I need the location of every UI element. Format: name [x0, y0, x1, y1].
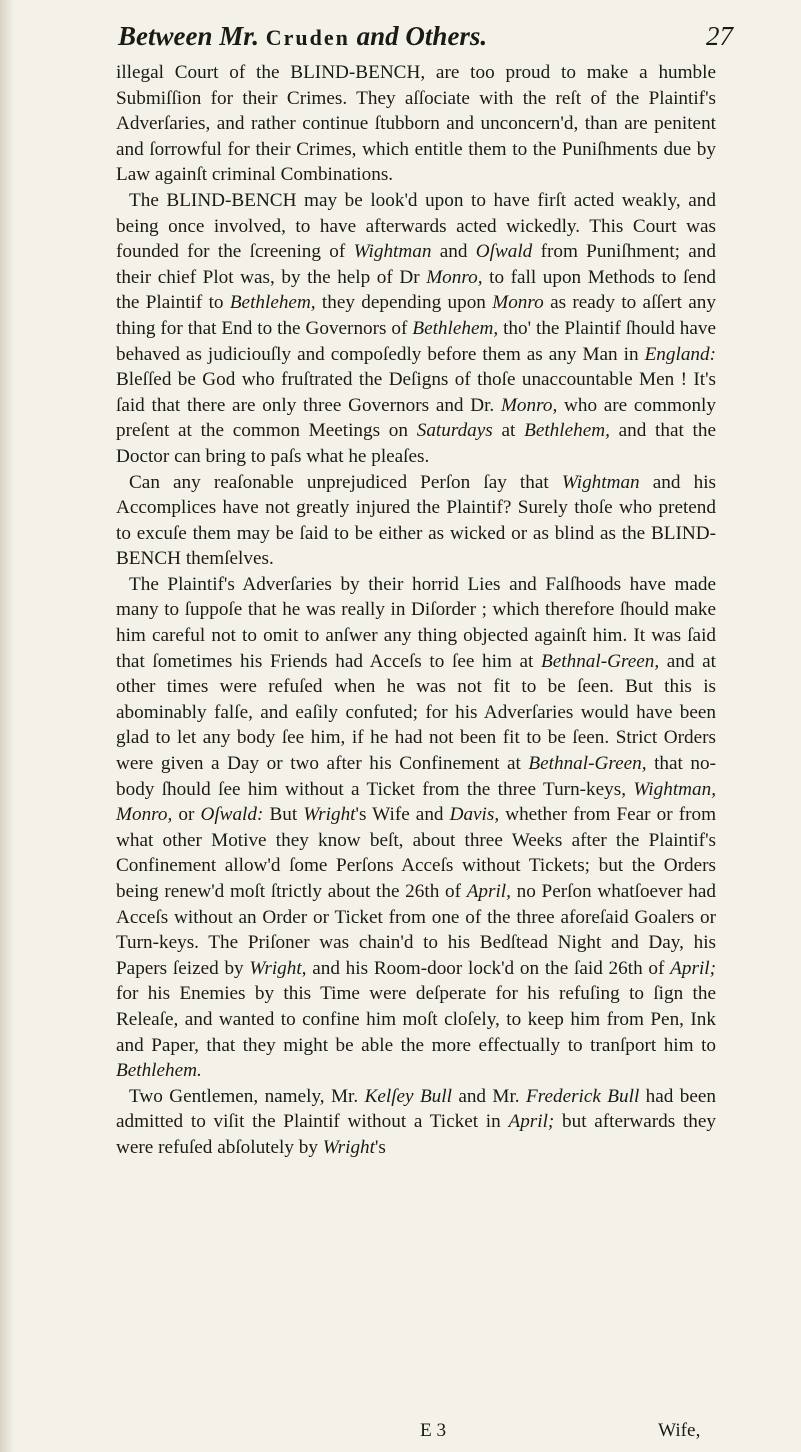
text-run: 's Wife and	[355, 804, 450, 826]
italic-text: Frederick Bull	[525, 1085, 640, 1107]
text-run: had been admitted to viſit the Plaintif without a Ticket in	[116, 1085, 716, 1133]
text-run: whether from Fear or from what other Motive they know beſt, about three Weeks after the Plaintif's Confinement allow'd ſome Perſons Acceſs without Tickets; but the Orders being renew'd moſt ſtrictly about the 26th of	[116, 804, 716, 902]
italic-text: Bethlehem,	[229, 292, 316, 314]
paragraph	[116, 470, 716, 572]
text-run: from Puniſhment; and their chief Plot was, by the help of Dr	[116, 241, 716, 288]
text-run: to fall upon Methods to ſend the Plaintif to	[116, 266, 717, 314]
signature-mark: E 3	[420, 1420, 447, 1441]
paragraph	[116, 188, 716, 470]
running-head-part: Between	[118, 21, 213, 51]
text-run: at	[492, 420, 525, 442]
italic-text: April;	[508, 1111, 555, 1133]
text-run: that no-body ſhould ſee him without a Ticket from the three Turn-keys,	[116, 753, 717, 800]
text-run: for his Enemies by this Time were deſperate for his refuſing to ſign the Releaſe, and wanted to confine him moſt cloſely, to keep him from Pen, Ink and Paper, that they might be able the more effectually to tranſport him to	[116, 983, 716, 1056]
italic-text: Saturdays	[416, 420, 493, 442]
text-run: and Mr.	[451, 1085, 526, 1107]
running-head-part: Mr.	[219, 21, 260, 51]
text-run: tho' the Plaintif ſhould have behaved as judiciouſly and compoſedly before them as any Man in	[116, 317, 717, 365]
text-run: or	[172, 804, 201, 826]
text-run: but afterwards they were refuſed abſolutely by	[116, 1111, 716, 1158]
text-run: The BLIND-BENCH may be look'd upon to have firſt acted weakly, and being once involved, to have afterwards acted wickedly. This Court was founded for the ſcreening of	[116, 189, 716, 263]
text-run: who are commonly preſent at the common Meetings on	[116, 394, 716, 442]
paragraph	[116, 572, 716, 1084]
text-run: Can any reaſonable unprejudiced Perſon ſay that	[129, 471, 562, 493]
running-head-part: and Others.	[356, 21, 488, 51]
italic-text: Bethlehem,	[412, 317, 499, 339]
text-run: and	[431, 241, 476, 263]
text-run: and that the Doctor can bring to paſs what he pleaſes.	[116, 420, 716, 467]
text-run: no Perſon whatſoever had Acceſs without an Order or Ticket from one of the three aforeſaid Goalers or Turn-keys. The Priſoner was chain'd to his Bedſtead Night and Day, his Papers ſeized by	[116, 881, 716, 979]
running-head-part: Cruden	[265, 25, 350, 50]
text-run: 's	[374, 1136, 386, 1158]
italic-text: Monro,	[426, 266, 483, 288]
text-run: and his Room-door lock'd on the ſaid 26th of	[306, 957, 671, 979]
text-run: as ready to aſſert any thing for that End to the Governors of	[116, 292, 716, 339]
italic-text: Bethlehem,	[524, 420, 610, 442]
text-run: But	[263, 804, 304, 826]
italic-text: Bethlehem.	[116, 1060, 202, 1082]
running-head	[118, 16, 678, 56]
body-text	[116, 60, 716, 1161]
catchword: Wife,	[658, 1420, 701, 1441]
text-run: The Plaintif's Adverſaries by their horrid Lies and Falſhoods have made many to ſuppoſe that he was really in Diſorder ; which therefore ſhould make him careful not to omit to anſwer any thing objected againſt him. It was ſaid that ſometimes his Friends had Acceſs to ſee him at	[116, 573, 716, 672]
italic-text: April,	[466, 881, 511, 902]
text-run: illegal Court of the BLIND-BENCH, are too proud to make a humble Submiſſion for their Crimes. They aſſociate with the reſt of the Plaintif's Adverſaries, and rather continue ſtubborn and unconcern'd, than are penitent and ſorrowful for their Crimes, which entitle them to the Puniſhments due by Law againſt criminal Combinations.	[116, 62, 716, 186]
italic-text: Oſwald:	[200, 804, 264, 826]
italic-text: Davis,	[449, 804, 500, 826]
page-number: 27	[706, 21, 733, 51]
italic-text: Bethnal-Green,	[541, 650, 660, 672]
italic-text: Wightman	[561, 471, 640, 493]
text-run: and at other times were refuſed when he was not fit to be ſeen. But this is abominably falſe, and eaſily confuted; for his Adverſaries would have been glad to let any body ſee him, if he had not been fit to be ſeen. Strict Orders were given a Day or two after his Confinement at	[116, 650, 716, 775]
paragraph	[116, 60, 716, 188]
text-run: and his Accomplices have not greatly injured the Plaintif? Surely thoſe who pretend to excuſe them may be ſaid to be either as wicked or as blind as the BLIND-BENCH themſelves.	[116, 471, 716, 570]
italic-text: Oſwald	[475, 241, 533, 263]
text-run: they depending upon	[315, 292, 493, 314]
paragraph	[116, 1084, 716, 1161]
text-run: Two Gentlemen, namely, Mr.	[129, 1085, 365, 1107]
italic-text: April;	[670, 957, 716, 979]
italic-text: Bethnal-Green,	[528, 753, 647, 775]
italic-text: England:	[644, 343, 716, 365]
italic-text: Wright	[322, 1136, 375, 1158]
italic-text: Wright	[303, 804, 356, 826]
italic-text: Wightman	[353, 241, 432, 263]
italic-text: Monro,	[500, 394, 558, 416]
italic-text: Kelſey Bull	[364, 1085, 452, 1107]
binding-shadow	[0, 0, 14, 1452]
italic-text: Wightman, Monro,	[116, 778, 716, 826]
text-run: Bleſſed be God who fruſtrated the Deſigns of thoſe unaccountable Men ! It's ſaid that there are only three Governors and Dr.	[116, 369, 716, 416]
italic-text: Monro	[492, 292, 544, 314]
italic-text: Wright,	[249, 957, 307, 979]
